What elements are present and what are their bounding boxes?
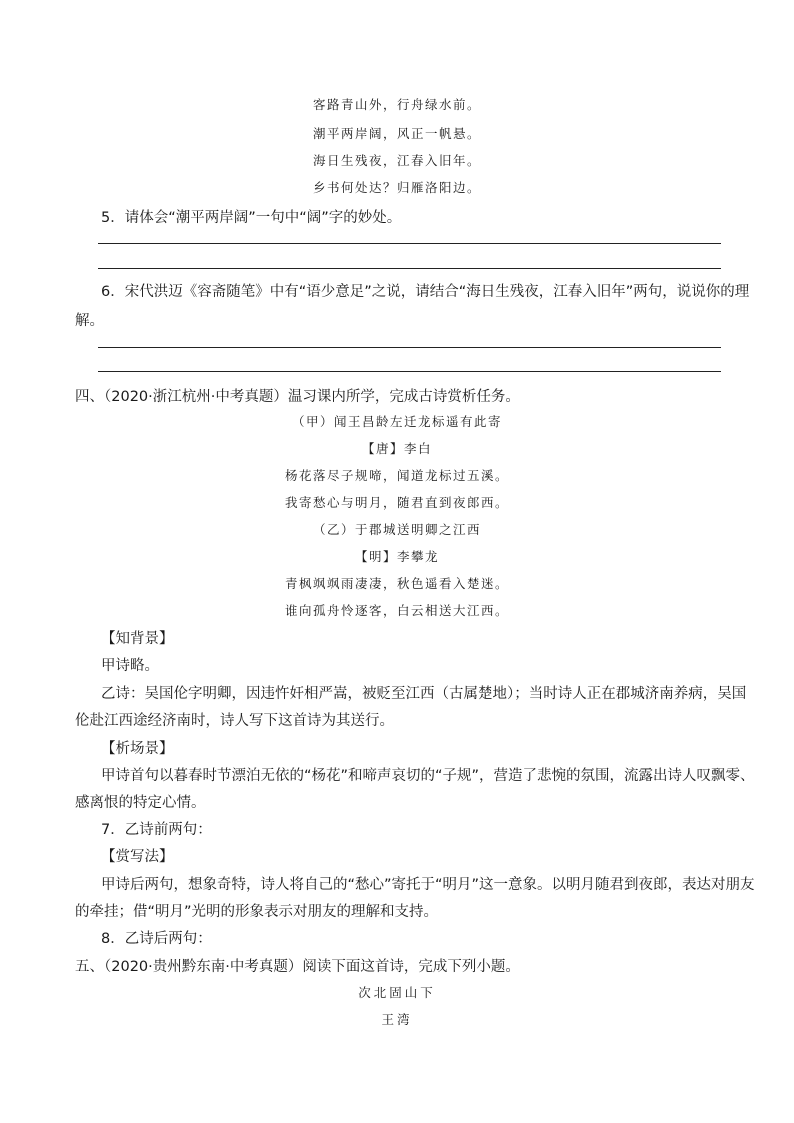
question-6-line-2: 解。 xyxy=(75,313,104,329)
background-yi-line-1: 乙诗：吴国伦字明卿，因违忤奸相严嵩，被贬至江西（古属楚地）；当时诗人正在郡城济南养病，吴国 xyxy=(101,686,747,702)
answer-line[interactable] xyxy=(98,268,721,269)
question-6-line-1: 6．宋代洪迈《容斋随笔》中有“语少意足”之说，请结合“海日生残夜，江春入旧年”两句，说说你的理 xyxy=(101,284,750,300)
question-8: 8．乙诗后两句： xyxy=(101,931,212,947)
answer-line[interactable] xyxy=(98,243,721,244)
poem-author: 王湾 xyxy=(381,1012,413,1027)
poem-line: 乡书何处达？归雁洛阳边。 xyxy=(312,180,481,195)
method-line-2: 的牵挂；借“明月”光明的形象表示对朋友的理解和支持。 xyxy=(75,904,439,920)
poem-line: 海日生残夜，江春入旧年。 xyxy=(312,153,481,168)
question-5: 5．请体会“潮平两岸阔”一句中“阔”字的妙处。 xyxy=(101,210,402,226)
background-heading: 【知背景】 xyxy=(101,631,174,647)
background-jia: 甲诗略。 xyxy=(101,658,159,674)
poem-line: 我寄愁心与明月，随君直到夜郎西。 xyxy=(284,495,509,510)
poem-title: 次北固山下 xyxy=(358,985,436,1000)
scene-line-1: 甲诗首句以暮春时节漂泊无依的“杨花”和啼声哀切的“子规”，营造了悲惋的氛围，流露出诗人叹飘零、 xyxy=(101,768,755,784)
section-5-heading: 五、（2020·贵州黔东南·中考真题）阅读下面这首诗，完成下列小题。 xyxy=(75,959,520,975)
answer-line[interactable] xyxy=(98,371,721,372)
poem-line: 客路青山外，行舟绿水前。 xyxy=(312,97,481,112)
scene-line-2: 感离恨的特定心情。 xyxy=(75,795,206,811)
answer-line[interactable] xyxy=(98,347,721,348)
poem-jia-author: 【唐】李白 xyxy=(361,441,432,456)
method-heading: 【赏写法】 xyxy=(101,849,174,865)
scene-heading: 【析场景】 xyxy=(101,741,174,757)
method-line-1: 甲诗后两句，想象奇特，诗人将自己的“愁心”寄托于“明月”这一意象。以明月随君到夜郎，表达对朋友 xyxy=(101,877,755,893)
poem-line: 潮平两岸阔，风正一帆悬。 xyxy=(312,126,481,141)
background-yi-line-2: 伦赴江西途经济南时，诗人写下这首诗为其送行。 xyxy=(75,713,394,729)
poem-jia-title: （甲）闻王昌龄左迁龙标遥有此寄 xyxy=(291,414,502,429)
poem-line: 杨花落尽子规啼，闻道龙标过五溪。 xyxy=(284,468,509,483)
poem-line: 青枫飒飒雨凄凄，秋色遥看入楚迷。 xyxy=(284,576,509,591)
poem-yi-author: 【明】李攀龙 xyxy=(354,549,439,564)
poem-line: 谁向孤舟怜逐客，白云相送大江西。 xyxy=(284,603,509,618)
question-7: 7．乙诗前两句： xyxy=(101,822,212,838)
section-4-heading: 四、（2020·浙江杭州·中考真题）温习课内所学，完成古诗赏析任务。 xyxy=(75,389,520,405)
poem-yi-title: （乙）于郡城送明卿之江西 xyxy=(312,522,481,537)
